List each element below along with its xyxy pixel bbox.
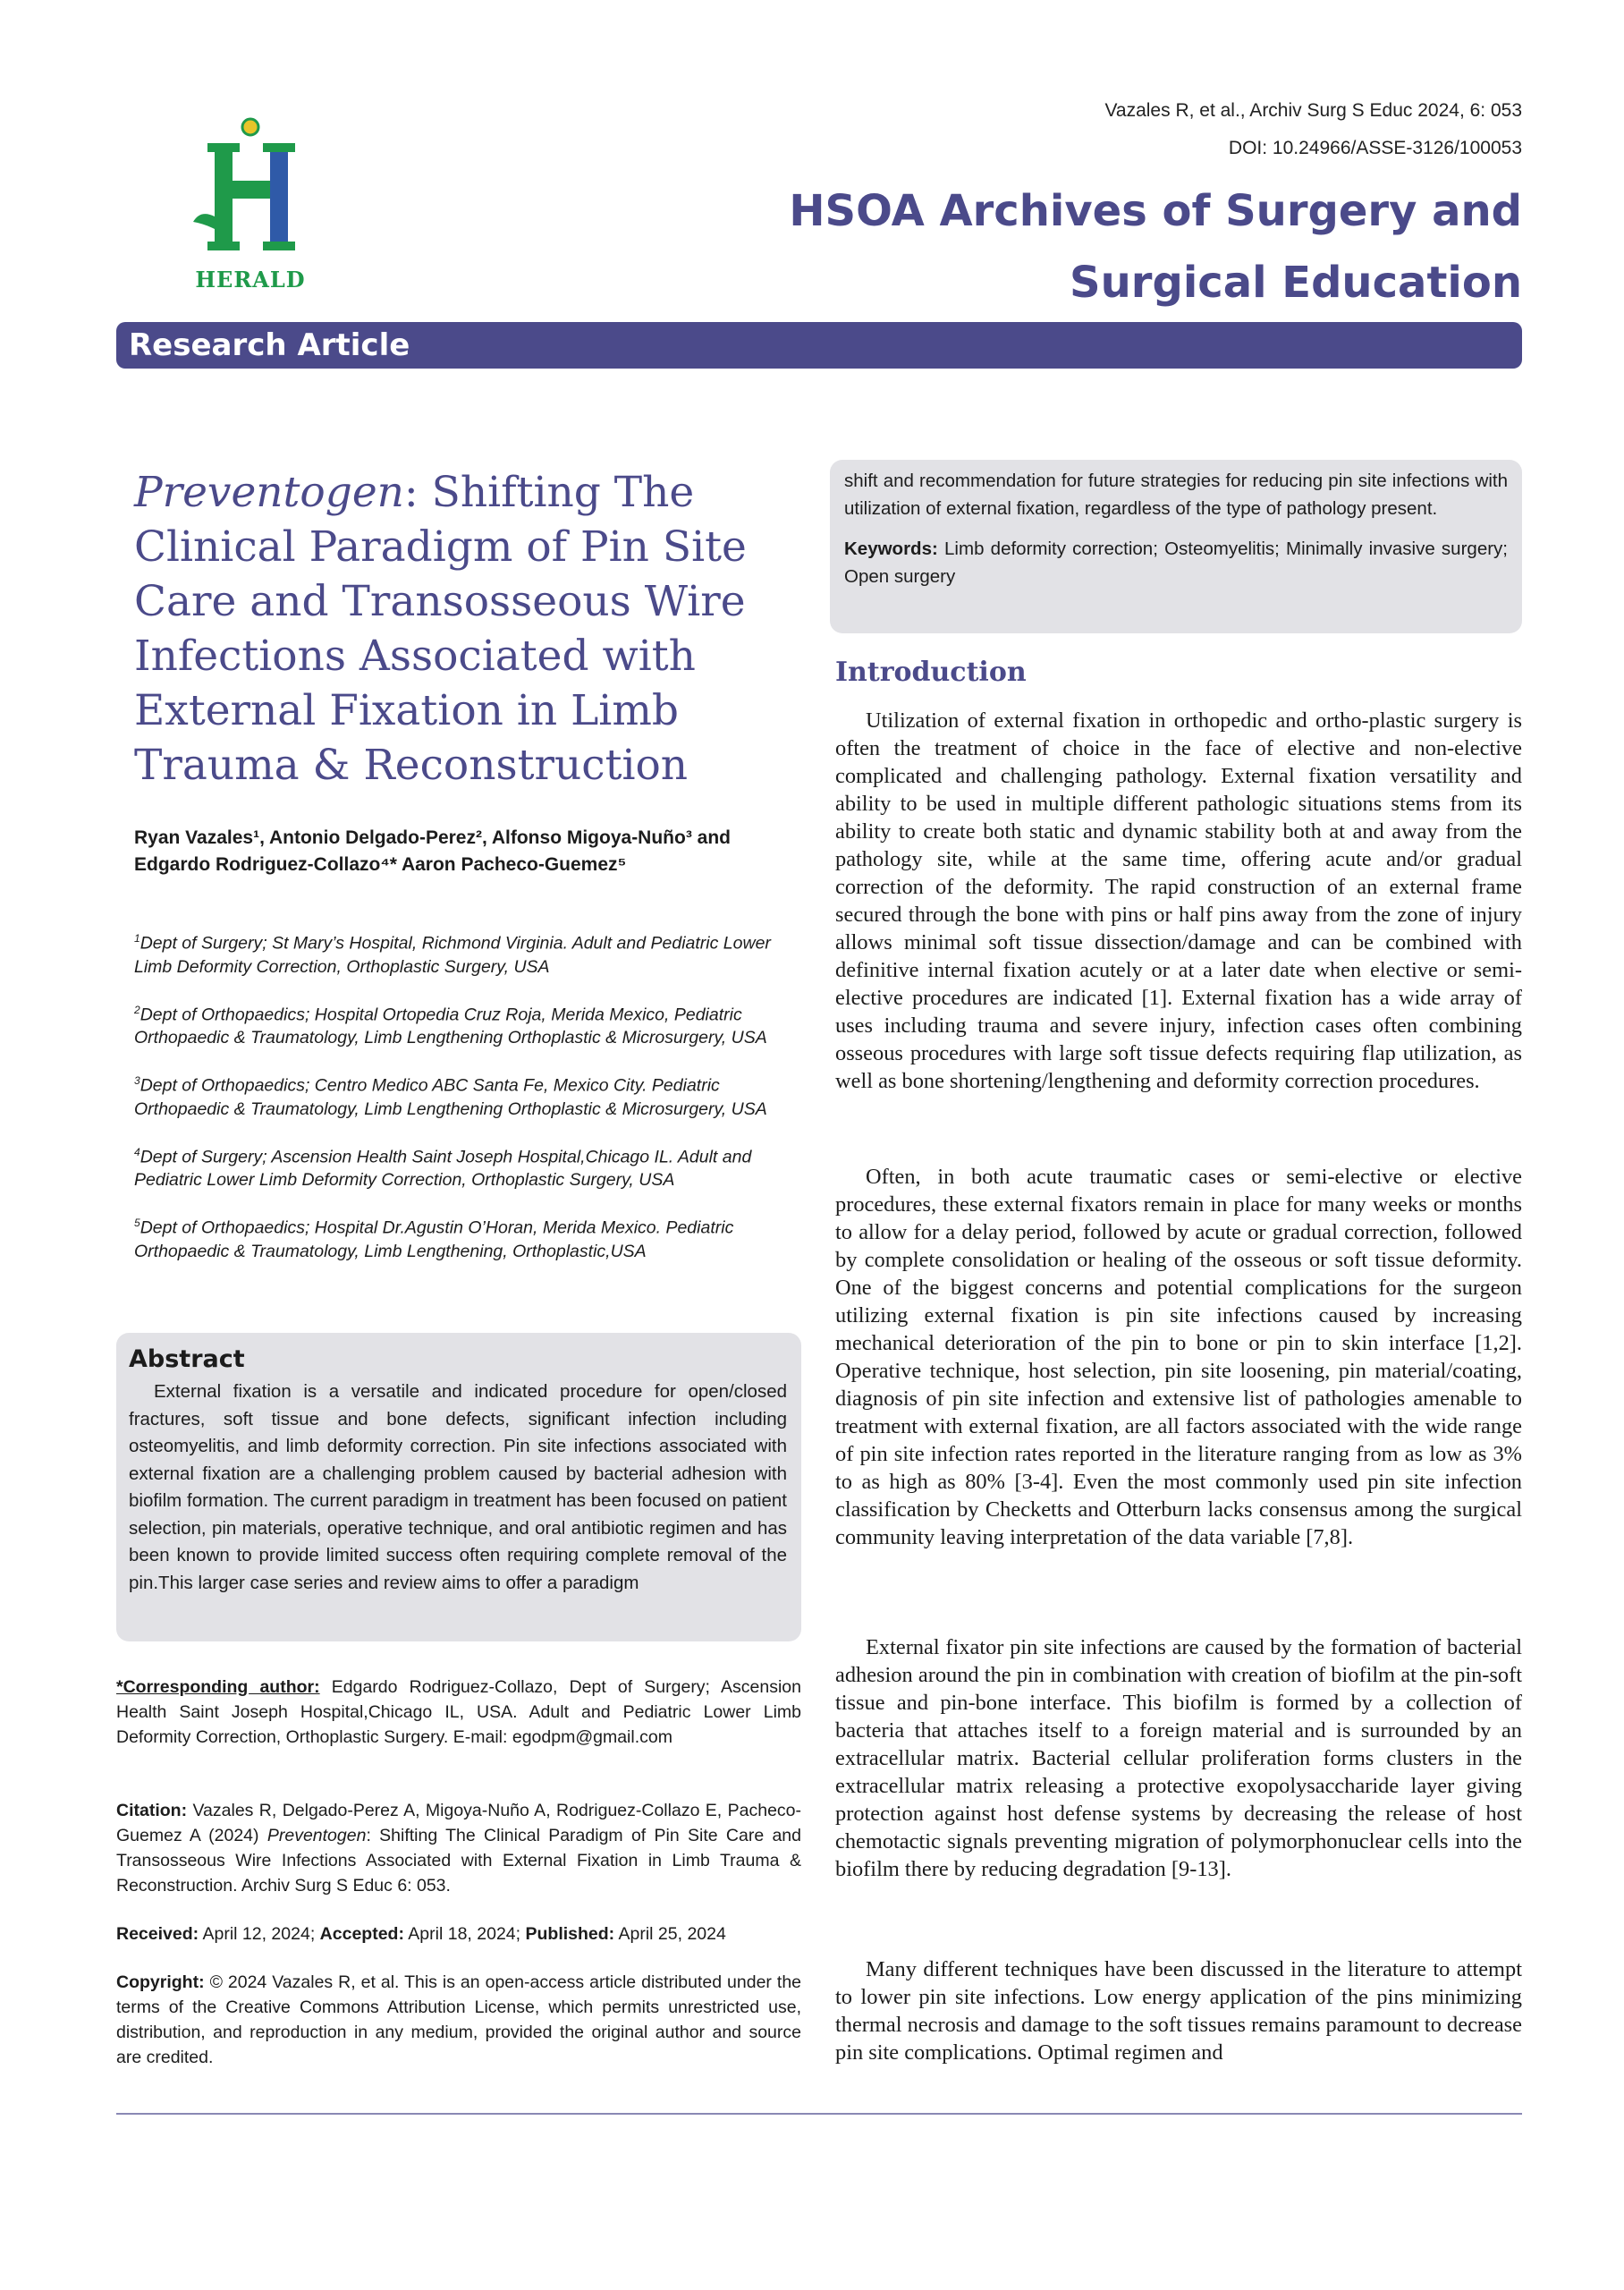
article-type-banner: Research Article [116, 322, 1522, 369]
affiliation-item: $^3$Dept of Orthopaedics; Centro Medico ABC Santa Fe, Mexico City. Pediatric Orthopaedic & Traumatology, Limb Lengthening Orthoplastic & Microsurgery, USA [134, 1074, 767, 1119]
corresponding-author: *Corresponding author: Edgardo Rodriguez-Collazo, Dept of Surgery; Ascension Health Saint Joseph Hospital,Chicago IL, USA. Adult and Pediatric Lower Limb Deformity Correction, Orthoplastic Surgery. E-mail: egodpm@gmail.com [116, 1677, 801, 1747]
intro-paragraph: Utilization of external fixation in orthopedic and ortho-plastic surgery is often the treatment of choice in the face of elective and non-elective complicated and challenging pathology. External fixation versatility and ability to be used in multiple different pathologic situations stems from its ability to create both static and dynamic stability both at and away from the pathology site, while at the same time, offering acute and/or gradual correction of the deformity. The rapid construction of an external frame secured through the bone with pins or half pins away from the zone of injury allows minimal soft tissue dissection/damage and can be combined with definitive internal fixation acutely or at a later date when elective or semi-elective procedures are indicated [1]. External fixation has a wide array of uses including trauma and severe injury, infection cases often combining osseous procedures with large soft tissue defects requiring flap utilization, as well as bone shortening/lengthening and deformity correction procedures. [835, 708, 1522, 1093]
intro-paragraph: Often, in both acute traumatic cases or semi-elective or elective procedures, these external fixators remain in place for many weeks or months to allow for a delay period, followed by acute or gradual correction, followed by complete consolidation or healing of the osseous or soft tissue deformity. One of the biggest concerns and potential complications for the surgeon utilizing external fixation is pin site infections caused by increasing mechanical deterioration of the pin to bone or pin to skin interface [1,2]. Operative technique, host selection, pin site loosening, pin material/coating, diagnosis of pin site infection and extensive list of pathologies amenable to treatment with external fixation, are all factors associated with the wide range of pin site infection rates reported in the literature ranging from as low as 3% to as high as 80% [3-4]. Even the most commonly used pin site infection classification by Checketts and Otterburn lacks consensus among the surgical community leaving interpretation of the data variable [7,8]. [835, 1165, 1522, 1549]
copyright-notice: Copyright: © 2024 Vazales R, et al. This is an open-access article distributed under the terms of the Creative Commons Attribution License, which permits unrestricted use, distribution, and reproduction in any medium, provided the original author and source are credited. [116, 1972, 802, 2067]
introduction-heading: Introduction [835, 657, 1027, 688]
abstract-box [116, 1333, 801, 1641]
journal-title: HSOA Archives of Surgery and Surgical Education [789, 186, 1522, 308]
intro-paragraph: Many different techniques have been discussed in the literature to attempt to lower pin site infections. Low energy application of the pins minimizing thermal necrosis and damage to the soft tissues remains paramount to decrease pin site complications. Optimal regimen and [835, 1957, 1522, 2065]
footer-divider [116, 2113, 1522, 2115]
affiliations [134, 927, 778, 1283]
title-rest: : Shifting The Clinical Paradigm of Pin Site Care and Transosseous Wire Infections Associated with External Fixation in Limb Trauma & Reconstruction [134, 468, 747, 790]
intro-paragraph: External fixator pin site infections are caused by the formation of bacterial adhesion around the pin in combination with creation of biofilm at the pin-soft tissue and pin-bone interface. This biofilm is formed by a collection of bacteria that attaches itself to a foreign material and is surrounded by an extracellular matrix. Bacterial cellular proliferation forms clusters in the extracellular matrix releasing a protective exopolysaccharide layer giving protection against host defense systems by decreasing the release of host chemotactic signals preventing migration of polymorphonuclear cells into the biofilm there by reducing degradation [9-13]. [835, 1635, 1522, 1881]
affiliation-item: $^5$Dept of Orthopaedics; Hospital Dr.Agustin O’Horan, Merida Mexico. Pediatric Orthopaedic & Traumatology, Limb Lengthening, Orthoplastic,USA [134, 1217, 734, 1261]
affiliation-item: $^4$Dept of Surgery; Ascension Health Saint Joseph Hospital,Chicago IL. Adult and Pediatric Lower Limb Deformity Correction, Orthoplastic Surgery, USA [134, 1145, 752, 1190]
citation-block: Citation: Vazales R, Delgado-Perez A, Migoya-Nuño A, Rodriguez-Collazo E, Pacheco-Guemez A (2024) Preventogen: Shifting The Clinical Paradigm of Pin Site Care and Transosseous Wire Infections Associated with External Fixation in Limb Trauma & Reconstruction. Archiv Surg S Educ 6: 053. [116, 1801, 801, 1896]
keywords: Keywords: Limb deformity correction; Osteomyelitis; Minimally invasive surgery; Open surgery [844, 539, 1508, 587]
abstract-continued-text: shift and recommendation for future strategies for reducing pin site infections with utilization of external fixation, regardless of the type of pathology present. [844, 471, 1508, 519]
affiliation-item: $^1$Dept of Surgery; St Mary’s Hospital, Richmond Virginia. Adult and Pediatric Lower Limb Deformity Correction, Orthoplastic Surgery, USA [134, 932, 771, 977]
logo-wordmark: HERALD [195, 267, 306, 293]
publication-dates: Received: April 12, 2024; Accepted: April 18, 2024; Published: April 25, 2024 [116, 1924, 726, 1944]
author-list: Ryan Vazales¹, Antonio Delgado-Perez², Alfonso Migoya-Nuño³ and Edgardo Rodriguez-Collazo⁴* Aaron Pacheco-Guemez⁵ [134, 827, 731, 875]
abstract-continued-box [830, 460, 1522, 633]
abstract-heading: Abstract [129, 1345, 245, 1373]
affiliation-item: $^2$Dept of Orthopaedics; Hospital Ortopedia Cruz Roja, Merida Mexico, Pediatric Orthopaedic & Traumatology, Limb Lengthening Orthoplastic & Microsurgery, USA [134, 1003, 767, 1047]
herald-logo-icon [188, 116, 313, 268]
citation-header: Vazales R, et al., Archiv Surg S Educ 2024, 6: 053 [1104, 100, 1522, 121]
article-title [134, 465, 760, 793]
herald-logo [188, 116, 313, 295]
abstract-text: External fixation is a versatile and indicated procedure for open/closed fractures, soft tissue and bone defects, significant infection including osteomyelitis, and limb deformity correction. Pin site infections associated with external fixation are a challenging problem caused by bacterial adhesion with biofilm formation. The current paradigm in treatment has been focused on patient selection, pin materials, operative technique, and oral antibiotic regimen and has been known to provide limited success often requiring complete removal of the pin.This larger case series and review aims to offer a paradigm [129, 1381, 787, 1593]
title-italic: Preventogen [134, 468, 404, 517]
doi-link[interactable]: DOI: 10.24966/ASSE-3126/100053 [1228, 138, 1522, 158]
